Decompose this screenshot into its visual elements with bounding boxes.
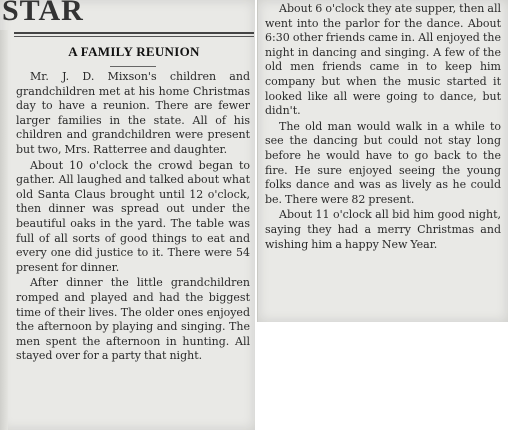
- paragraph: About 11 o'clock all bid him good night, saying they had a merry Christmas and wishing him a happy New Year.: [265, 208, 501, 251]
- torn-edge: [0, 30, 8, 430]
- right-column: [265, 2, 501, 252]
- paragraph: After dinner the little grandchildren romped and played and had the biggest time of their lives. The older ones enjoyed the afternoon by playing and singing. The men spent the afternoon in hunting. All stayed over for a party that night.: [16, 276, 250, 363]
- masthead-rule-thin: [14, 36, 254, 37]
- headline-divider: [110, 66, 156, 67]
- masthead: STAR: [2, 0, 84, 27]
- right-clipping: [257, 0, 508, 322]
- masthead-rule: [14, 32, 254, 34]
- article-headline: A FAMILY REUNION: [68, 44, 200, 59]
- paragraph: Mr. J. D. Mixson's children and grandchildren met at his home Christmas day to have a reunion. There are fewer larger families in the state. All of his children and grandchildren were present but two, Mrs. Ratterree and daughter.: [16, 70, 250, 156]
- paragraph: About 6 o'clock they ate supper, then all went into the parlor for the dance. About 6:30 other friends came in. All enjoyed the night in dancing and singing. A few of the old men friends came in to keep him company but when the music started it looked like all were going to dance, but didn't.: [265, 2, 501, 118]
- paragraph: About 10 o'clock the crowd began to gather. All laughed and talked about what old Santa Claus brought until 12 o'clock, then dinner was spread out under the beautiful oaks in the yard. The table was full of all sorts of good things to eat and every one did justice to it. There were 54 present for dinner.: [16, 158, 250, 274]
- paragraph: The old man would walk in a while to see the dancing but could not stay long before he would have to go back to the fire. He sure enjoyed seeing the young folks dance and was as lively as he could be. There were 82 present.: [265, 119, 501, 206]
- left-column: [16, 70, 250, 364]
